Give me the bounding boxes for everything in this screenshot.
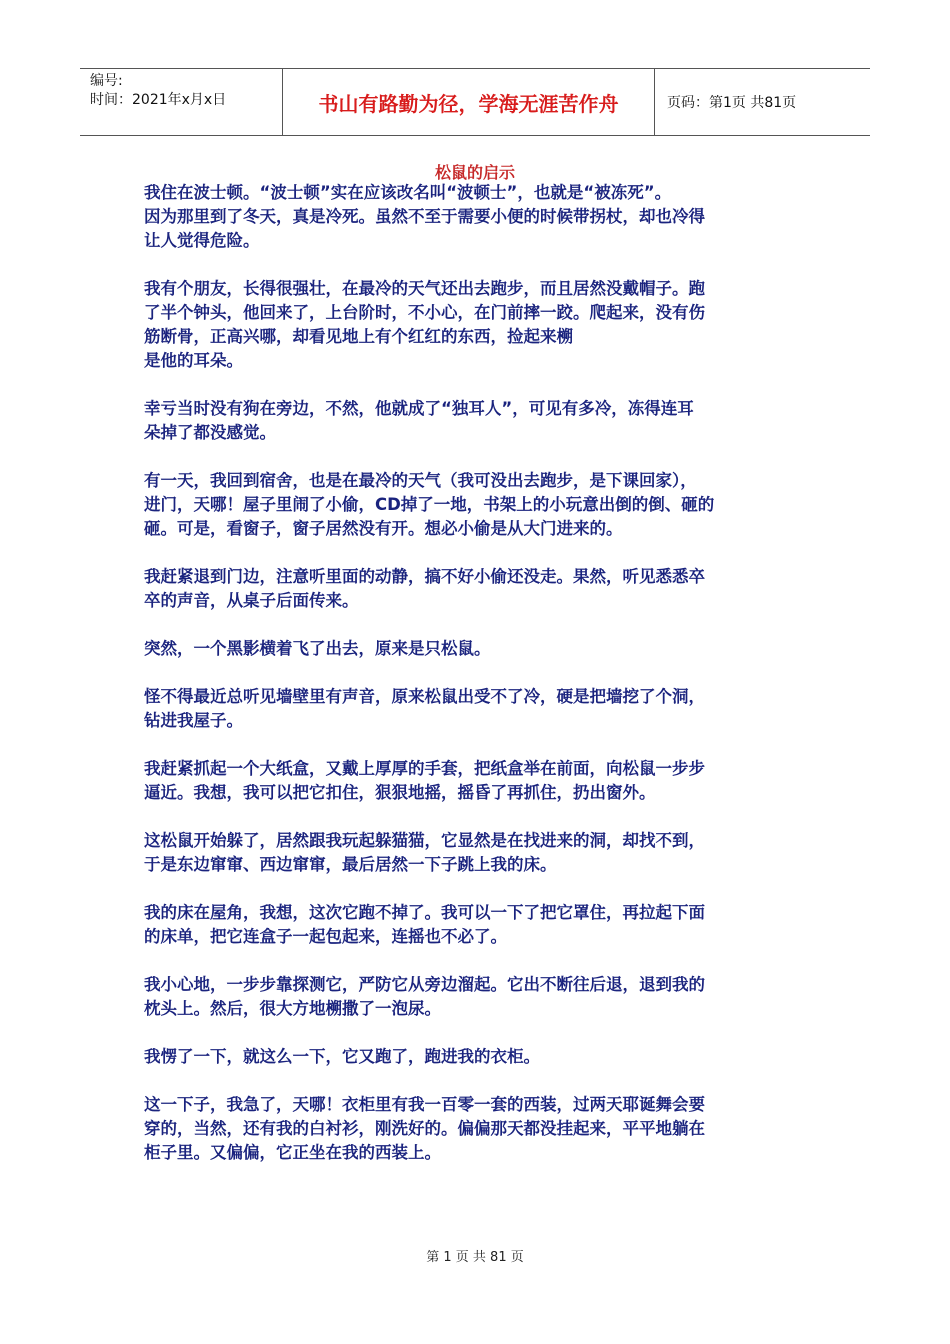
paragraph-line: 钻进我屋子。 [144,711,243,730]
paragraph [144,1045,814,1069]
paragraph-line: 幸亏当时没有狗在旁边，不然，他就成了“独耳人”，可见有多冷，冻得连耳 [144,399,694,418]
paragraph-line: 我住在波士顿。“波士顿”实在应该改名叫“波顿士”，也就是“被冻死”。 [144,183,672,202]
paragraph-line: 了半个钟头，他回来了，上台阶时，不小心，在门前摔一跤。爬起来，没有伤 [144,303,705,322]
paragraph [144,829,814,877]
paragraph [144,565,814,613]
paragraph-line: 进门，天哪！屋子里闹了小偷，CD掉了一地，书架上的小玩意出倒的倒、砸的 [144,495,715,514]
header-meta [80,69,282,135]
paragraph-line: 我的床在屋角，我想，这次它跑不掉了。我可以一下了把它罩住，再拉起下面 [144,903,705,922]
paragraph-line: 的床单，把它连盒子一起包起来，连摇也不必了。 [144,927,507,946]
paragraph-line: 我有个朋友，长得很强壮，在最冷的天气还出去跑步，而且居然没戴帽子。跑 [144,279,705,298]
article-title: 松鼠的启示 [434,163,515,182]
paragraph-line: 有一天，我回到宿舍，也是在最冷的天气（我可没出去跑步，是下课回家）， [144,471,697,490]
paragraph-line: 逼近。我想，我可以把它扣住，狠狠地摇，摇昏了再抓住，扔出窗外。 [144,783,656,802]
paragraph-line: 筋断骨，正高兴哪，却看见地上有个红红的东西，捡起来㮶 [144,327,573,346]
paragraph [144,397,814,445]
paragraph [144,637,814,661]
paragraph-line: 因为那里到了冬天，真是冷死。虽然不至于需要小便的时候带拐杖，却也冷得 [144,207,705,226]
header-page-code: 页码：第1页 共81页 [667,95,797,111]
paragraph [144,901,814,949]
page-footer: 第 1 页 共 81 页 [426,1250,524,1265]
paragraph-line: 于是东边窜窜、西边窜窜，最后居然一下子跳上我的床。 [144,855,557,874]
paragraph [144,277,814,373]
paragraph-line: 怪不得最近总听见墙壁里有声音，原来松鼠出受不了冷，硬是把墙挖了个洞， [144,687,705,706]
header-motto-cell [282,69,655,135]
paragraph-line: 我小心地，一步步靠探测它，严防它从旁边溜起。它出不断往后退，退到我的 [144,975,705,994]
paragraph-line: 是他的耳朵。 [144,351,243,370]
paragraph-line: 突然，一个黑影横着飞了出去，原来是只松鼠。 [144,639,491,658]
article-body [144,181,814,1189]
paragraph [144,181,814,253]
paragraph [144,1093,814,1165]
paragraph-line: 朵掉了都没感觉。 [144,423,276,442]
paragraph-line: 这松鼠开始躲了，居然跟我玩起躲猫猫，它显然是在找进来的洞，却找不到， [144,831,705,850]
paragraph-line: 让人觉得危险。 [144,231,260,250]
paragraph-line: 砸。可是，看窗子，窗子居然没有开。想必小偷是从大门进来的。 [144,519,623,538]
document-number-label: 编号: [90,73,123,89]
page-header [80,68,870,136]
paragraph [144,685,814,733]
paragraph-line: 我赶紧退到门边，注意听里面的动静，搞不好小偷还没走。果然，听见悉悉卒 [144,567,705,586]
header-motto: 书山有路勤为径，学海无涯苦作舟 [318,91,619,116]
document-time-label: 时间：2021年x月x日 [90,92,227,108]
paragraph-line: 枕头上。然后，很大方地㮶撒了一泡尿。 [144,999,441,1018]
paragraph [144,469,814,541]
paragraph-line: 穿的，当然，还有我的白衬衫，刚洗好的。偏偏那天都没挂起来，平平地躺在 [144,1119,705,1138]
paragraph-line: 我愣了一下，就这么一下，它又跑了，跑进我的衣柜。 [144,1047,540,1066]
paragraph-line: 卒的声音，从桌子后面传来。 [144,591,359,610]
paragraph [144,757,814,805]
paragraph-line: 这一下子，我急了，天哪！衣柜里有我一百零一套的西装，过两天耶诞舞会要 [144,1095,705,1114]
paragraph-line: 柜子里。又偏偏，它正坐在我的西装上。 [144,1143,441,1162]
paragraph-line: 我赶紧抓起一个大纸盒，又戴上厚厚的手套，把纸盒举在前面，向松鼠一步步 [144,759,705,778]
paragraph [144,973,814,1021]
